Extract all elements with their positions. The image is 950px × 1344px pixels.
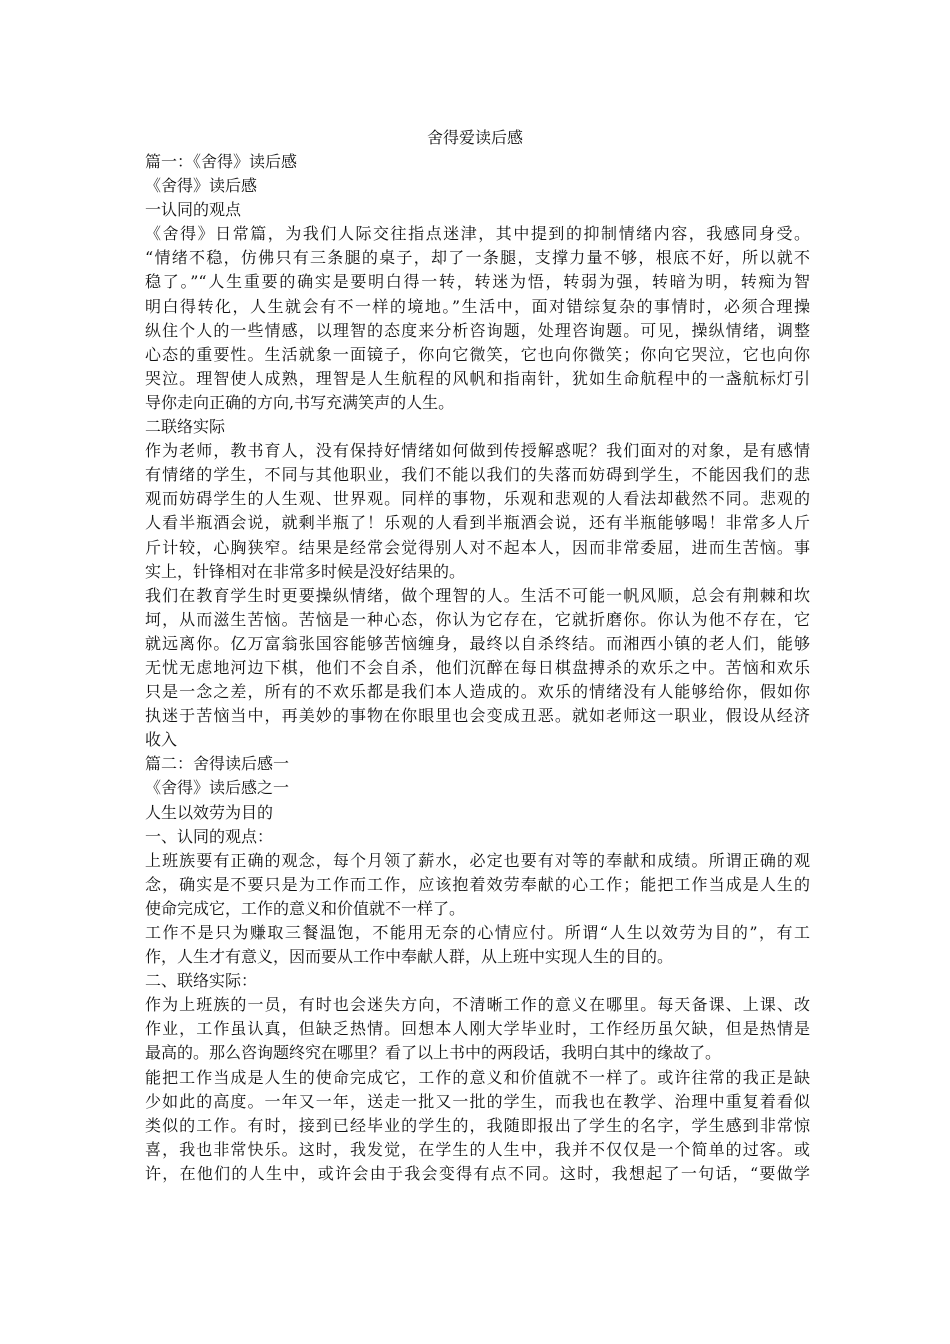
text-line: 喜，我也非常快乐。这时，我发觉，在学生的人生中，我并不仅仅是一个简单的过客。或 (145, 1139, 810, 1159)
text-line: 少如此的高度。一年又一年，送走一批又一批的学生，而我也在教学、治理中重复着看似 (145, 1091, 810, 1111)
text-line: 二、联络实际： (145, 971, 258, 991)
text-line: 作业，工作虽认真，但缺乏热情。回想本人刚大学毕业时，工作经历虽欠缺，但是热情是 (145, 1019, 810, 1039)
text-line: 有情绪的学生，不同与其他职业，我们不能以我们的失落而妨碍到学生，不能因我们的悲 (145, 465, 810, 485)
document-body (145, 150, 810, 1186)
text-line: 许，在他们的人生中，或许会由于我会变得有点不同。这时，我想起了一句话，“要做学 (145, 1163, 810, 1183)
text-line: 二联络实际 (145, 417, 226, 437)
text-line: 收入 (145, 730, 178, 750)
document-title: 舍得爱读后感 (426, 128, 523, 147)
text-line: 只是一念之差，所有的不欢乐都是我们本人造成的。欢乐的情绪没有人能够给你，假如你 (145, 682, 810, 702)
text-line: 就远离你。亿万富翁张国容能够苦恼缠身，最终以自杀终结。而湘西小镇的老人们，能够 (145, 633, 810, 653)
text-line: 我们在教育学生时更要操纵情绪，做个理智的人。生活不可能一帆风顺，总会有荆棘和坎 (145, 585, 810, 605)
text-line: 一认同的观点 (145, 200, 242, 220)
text-line: 上班族要有正确的观念，每个月领了薪水，必定也要有对等的奉献和成绩。所谓正确的观 (145, 850, 810, 870)
text-line: 作为上班族的一员，有时也会迷失方向，不清晰工作的意义在哪里。每天备课、上课、改 (145, 995, 810, 1015)
text-line: 实上，针锋相对在非常多时候是没好结果的。 (145, 561, 466, 581)
text-line: 一、认同的观点： (145, 826, 274, 846)
text-line: 《舍得》日常篇，为我们人际交往指点迷津，其中提到的抑制情绪内容，我感同身受。 (145, 224, 810, 244)
text-line: 稳了。”“人生重要的确实是要明白得一转，转迷为悟，转弱为强，转暗为明，转痴为智 (145, 272, 810, 292)
text-line: 坷，从而滋生苦恼。苦恼是一种心态，你认为它存在，它就折磨你。你认为他不存在，它 (145, 609, 810, 629)
text-line: 无忧无虑地河边下棋，他们不会自杀，他们沉醉在每日棋盘搏杀的欢乐之中。苦恼和欢乐 (145, 657, 810, 677)
text-line: 类似的工作。有时，接到已经毕业的学生的，我随即报出了学生的名字，学生感到非常惊 (145, 1115, 810, 1135)
text-line: 念，确实是不要只是为工作而工作，应该抱着效劳奉献的心工作；能把工作当成是人生的 (145, 874, 810, 894)
text-line: 观而妨碍学生的人生观、世界观。同样的事物，乐观和悲观的人看法却截然不同。悲观的 (145, 489, 810, 509)
text-line: 执迷于苦恼当中，再美妙的事物在你眼里也会变成丑恶。就如老师这一职业，假设从经济 (145, 706, 810, 726)
text-line: 导你走向正确的方向,书写充满笑声的人生。 (145, 392, 455, 412)
text-line: 最高的。那么咨询题终究在哪里？看了以上书中的两段话，我明白其中的缘故了。 (145, 1043, 722, 1063)
text-line: 《舍得》读后感之一 (145, 778, 290, 798)
text-line: 人看半瓶酒会说，就剩半瓶了！乐观的人看到半瓶酒会说，还有半瓶能够喝！非常多人斤 (145, 513, 810, 533)
text-line: 工作不是只为赚取三餐温饱，不能用无奈的心情应付。所谓“人生以效劳为目的”，有工 (145, 923, 810, 942)
text-line: 心态的重要性。生活就象一面镜子，你向它微笑，它也向你微笑；你向它哭泣，它也向你 (145, 344, 810, 364)
text-line: 使命完成它，工作的意义和价值就不一样了。 (145, 898, 466, 918)
text-line: 明白得转化，人生就会有不一样的境地。”生活中，面对错综复杂的事情时，必须合理操 (145, 296, 810, 316)
text-line: 《舍得》读后感 (145, 176, 258, 196)
text-line: 能把工作当成是人生的使命完成它，工作的意义和价值就不一样了。或许往常的我正是缺 (145, 1067, 810, 1087)
text-line: 篇一：《舍得》读后感 (145, 152, 298, 171)
text-line: 纵住个人的一些情感，以理智的态度来分析咨询题，处理咨询题。可见，操纵情绪，调整 (145, 320, 810, 340)
text-line: 作，人生才有意义，因而要从工作中奉献人群，从上班中实现人生的目的。 (145, 947, 674, 967)
text-line: 哭泣。理智使人成熟，理智是人生航程的风帆和指南针，犹如生命航程中的一盏航标灯引 (145, 368, 810, 388)
text-line: 斤计较，心胸狭窄。结果是经常会觉得别人对不起本人，因而非常委屈，进而生苦恼。事 (145, 537, 810, 557)
text-line: 人生以效劳为目的 (145, 802, 274, 822)
text-line: 篇二：舍得读后感一 (145, 754, 290, 774)
text-line: “情绪不稳，仿佛只有三条腿的桌子，却了一条腿，支撑力量不够，根底不好，所以就不 (145, 248, 810, 268)
text-line: 作为老师，教书育人，没有保持好情绪如何做到传授解惑呢？我们面对的对象，是有感情 (145, 441, 810, 461)
